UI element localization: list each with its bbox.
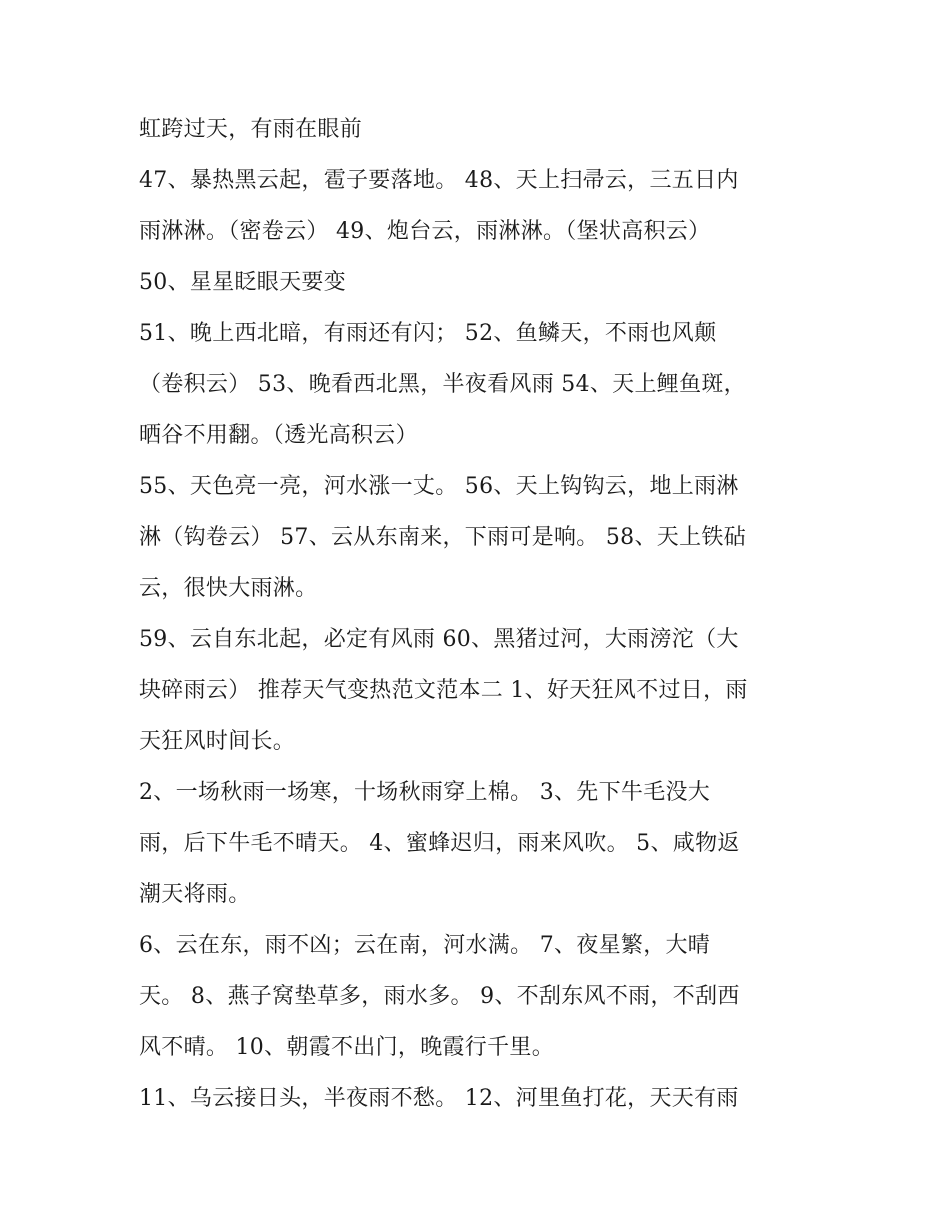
text-line: 雨，后下牛毛不晴天。 4、蜜蜂迟归，雨来风吹。 5、咸物返 [139,831,740,856]
text-line: 块碎雨云） 推荐天气变热范文范本二 1、好天狂风不过日，雨 [139,678,748,703]
text-line: 55、天色亮一亮，河水涨一丈。 56、天上钩钩云，地上雨淋 [139,474,739,499]
text-line: 天。 8、燕子窝垫草多，雨水多。 9、不刮东风不雨，不刮西 [139,984,740,1009]
text-line: 雨淋淋。（密卷云） 49、炮台云，雨淋淋。（堡状高积云） [139,219,711,244]
text-line: 风不晴。 10、朝霞不出门，晚霞行千里。 [139,1035,554,1060]
text-line: 淋（钩卷云） 57、云从东南来，下雨可是响。 58、天上铁砧 [139,525,746,550]
text-line: 6、云在东，雨不凶；云在南，河水满。 7、夜星繁，大晴 [139,933,711,958]
text-line: 晒谷不用翻。（透光高积云） [139,423,418,448]
text-line: 47、暴热黑云起，雹子要落地。 48、天上扫帚云，三五日内 [139,168,739,193]
text-line: 51、晚上西北暗，有雨还有闪； 52、鱼鳞天，不雨也风颠 [139,321,717,346]
text-line: （卷积云） 53、晚看西北黑，半夜看风雨 54、天上鲤鱼斑， [139,372,746,397]
text-line: 50、星星眨眼天要变 [139,270,346,295]
text-line: 云，很快大雨淋。 [139,576,318,601]
text-line: 11、乌云接日头，半夜雨不愁。 12、河里鱼打花，天天有雨 [139,1086,739,1111]
text-line: 潮天将雨。 [139,882,251,907]
text-line: 59、云自东北起，必定有风雨 60、黑猪过河，大雨滂沱（大 [139,627,739,652]
text-line: 2、一场秋雨一场寒，十场秋雨穿上棉。 3、先下牛毛没大 [139,780,711,805]
text-line: 天狂风时间长。 [139,729,296,754]
document-body [139,104,819,1124]
text-line: 虹跨过天，有雨在眼前 [139,117,363,142]
